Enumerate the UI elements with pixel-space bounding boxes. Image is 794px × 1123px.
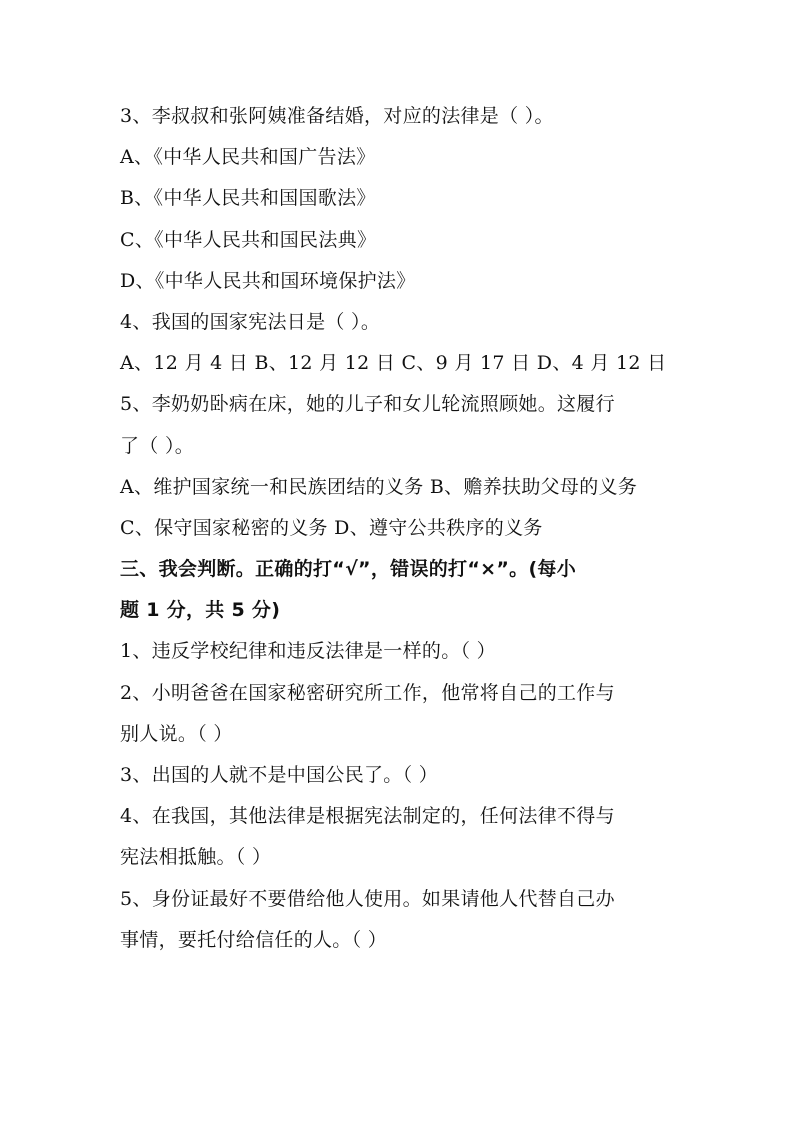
judge-3: 3、出国的人就不是中国公民了。（ ） [120,764,439,786]
q5-options-cd: C、保守国家秘密的义务 D、遵守公共秩序的义务 [120,516,543,539]
q5-stem-line1: 5、李奶奶卧病在床，她的儿子和女儿轮流照顾她。这履行 [120,393,615,416]
judge-4-line2: 宪法相抵触。（ ） [120,846,272,869]
q5-options-ab: A、维护国家统一和民族团结的义务 B、赡养扶助父母的义务 [120,475,638,498]
judge-2-line1: 2、小明爸爸在国家秘密研究所工作，他常将自己的工作与 [120,681,615,704]
judge-1: 1、违反学校纪律和违反法律是一样的。（ ） [120,640,496,663]
judge-2-line2: 别人说。（ ） [120,722,233,745]
q4-options: A、12 月 4 日 B、12 月 12 日 C、9 月 17 日 D、4 月 12 日 [120,352,667,375]
judge-5-line1: 5、身份证最好不要借给他人使用。如果请他人代替自己办 [120,887,615,910]
q3-option-b: B、《中华人民共和国国歌法》 [120,187,376,210]
judge-5-line2: 事情，要托付给信任的人。（ ） [120,928,388,951]
section3-heading-line2: 题 1 分，共 5 分) [120,599,281,622]
q3-stem: 3、李叔叔和张阿姨准备结婚，对应的法律是（ ）。 [120,105,554,127]
q3-option-d: D、《中华人民共和国环境保护法》 [120,269,416,292]
judge-4-line1: 4、在我国，其他法律是根据宪法制定的，任何法律不得与 [120,805,615,828]
q3-option-c: C、《中华人民共和国民法典》 [120,228,377,251]
q4-stem: 4、我国的国家宪法日是（ ）。 [120,310,381,333]
document-page [120,96,680,961]
section3-heading-line1: 三、我会判断。正确的打“√”，错误的打“×”。(每小 [120,558,577,581]
q5-stem-line2: 了（ ）。 [120,434,195,457]
q3-option-a: A、《中华人民共和国广告法》 [120,146,376,169]
